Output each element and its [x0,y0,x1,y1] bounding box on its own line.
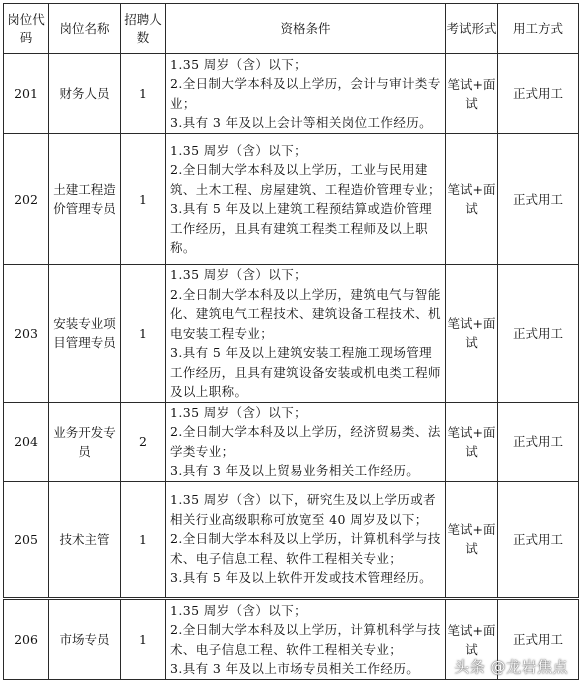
row-requirements [166,54,446,134]
row-count: 1 [121,134,166,265]
row-employment: 正式用工 [498,481,579,597]
header-name: 岗位名称 [49,4,121,54]
table-row [4,54,579,134]
table-row [4,134,579,265]
row-employment: 正式用工 [498,402,579,481]
row-name: 财务人员 [49,54,121,134]
requirement-line: 1.35 周岁（含）以下，研究生及以上学历或者相关行业高级职称可放宽至 40 周岁及以下； [170,492,437,527]
row-code: 202 [4,134,49,265]
requirement-line: 3.具有 3 年及以上贸易业务相关工作经历。 [170,463,420,478]
row-requirements [166,600,446,680]
watermark: 头条 @龙岩焦点 [454,658,568,676]
row-employment: 正式用工 [498,265,579,403]
row-count: 1 [121,54,166,134]
row-count: 2 [121,402,166,481]
row-requirements [166,265,446,403]
table-row [4,402,579,481]
header-requirements: 资格条件 [166,4,446,54]
row-count: 1 [121,481,166,597]
row-exam: 笔试+面试 [446,402,498,481]
requirement-line: 1.35 周岁（含）以下； [170,267,308,282]
header-count: 招聘人数 [121,4,166,54]
row-name: 市场专员 [49,600,121,680]
row-employment: 正式用工 [498,54,579,134]
requirement-line: 2.全日制大学本科及以上学历，计算机科学与技术、电子信息工程、软件工程相关专业； [170,622,441,657]
row-code: 205 [4,481,49,597]
row-requirements [166,134,446,265]
requirement-line: 2.全日制大学本科及以上学历，计算机科学与技术、电子信息工程、软件工程相关专业； [170,531,441,566]
requirement-line: 2.全日制大学本科及以上学历，会计与审计类专业； [170,76,441,111]
row-employment: 正式用工 [498,600,579,680]
row-name: 安装专业项目管理专员 [49,265,121,403]
requirement-line: 3.具有 3 年及以上会计等相关岗位工作经历。 [170,115,433,130]
row-name: 技术主管 [49,481,121,597]
requirement-line: 2.全日制大学本科及以上学历，经济贸易类、法学类专业； [170,424,441,459]
requirement-line: 3.具有 5 年及以上建筑工程预结算或造价管理工作经历，且具有建筑工程类工程师及以上职称。 [170,201,433,255]
job-table [3,3,579,598]
header-exam: 考试形式 [446,4,498,54]
requirement-line: 1.35 周岁（含）以下； [170,56,308,72]
row-code: 204 [4,402,49,481]
row-exam: 笔试+面试 [446,134,498,265]
requirement-line: 2.全日制大学本科及以上学历，建筑电气与智能化、建筑电气工程技术、建筑设备工程技术、机电安装工程专业； [170,286,441,341]
row-exam: 笔试+面试 [446,54,498,134]
row-exam: 笔试+面试 [446,481,498,597]
requirement-line: 3.具有 5 年及以上软件开发或技术管理经历。 [170,570,433,586]
table-header-row [4,4,579,54]
row-name: 土建工程造价管理专员 [49,134,121,265]
row-code: 203 [4,265,49,403]
table-row [4,265,579,403]
requirement-line: 1.35 周岁（含）以下； [170,142,308,158]
row-code: 201 [4,54,49,134]
requirement-line: 3.具有 5 年及以上建筑安装工程施工现场管理工作经历，且具有建筑设备安装或机电类工程师及以上职称。 [170,345,441,399]
requirement-line: 1.35 周岁（含）以下； [170,602,308,618]
row-exam: 笔试+面试 [446,265,498,403]
row-employment: 正式用工 [498,134,579,265]
requirement-line: 3.具有 3 年及以上市场专员相关工作经历。 [170,661,420,676]
table-row [4,481,579,597]
row-requirements [166,481,446,597]
requirement-line: 1.35 周岁（含）以下； [170,404,308,420]
requirement-line: 2.全日制大学本科及以上学历，工业与民用建筑、土木工程、房屋建筑、工程造价管理专业； [170,162,441,197]
row-count: 1 [121,600,166,680]
row-code: 206 [4,600,49,680]
header-employment: 用工方式 [498,4,579,54]
row-name: 业务开发专员 [49,402,121,481]
row-requirements [166,402,446,481]
row-exam: 笔试+面试 [446,600,498,680]
header-code: 岗位代码 [4,4,49,54]
row-count: 1 [121,265,166,403]
